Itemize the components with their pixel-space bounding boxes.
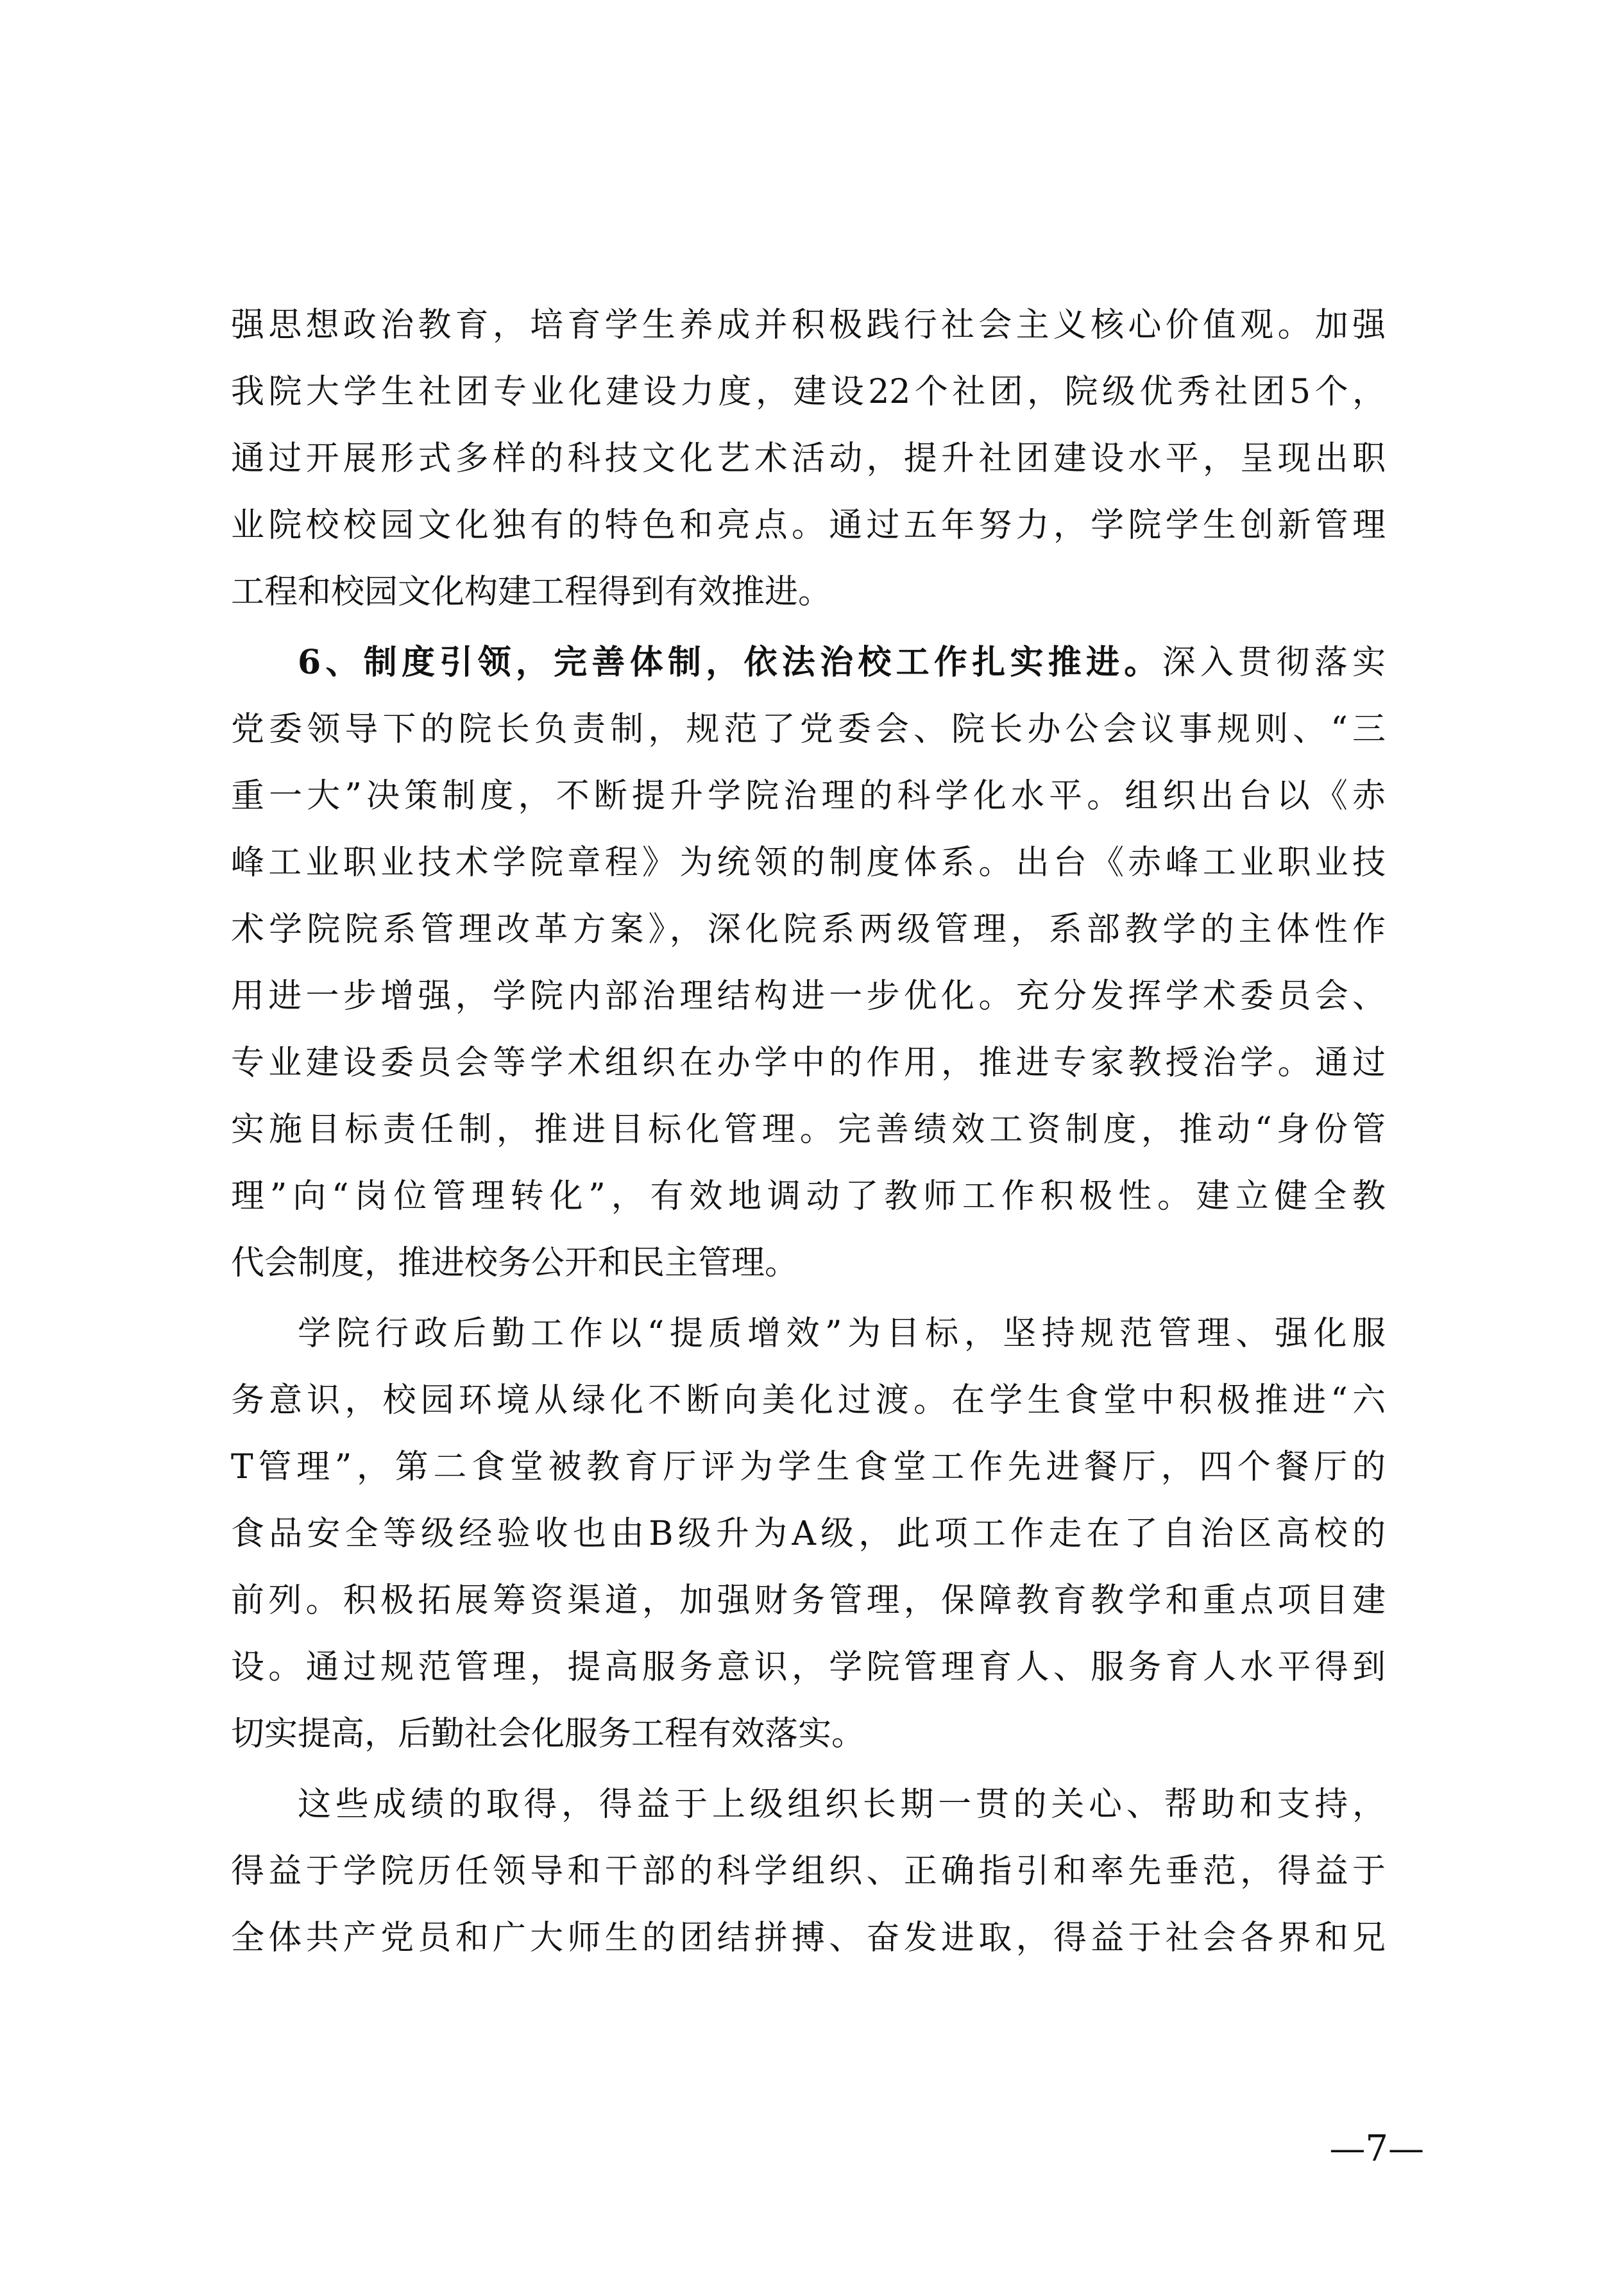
section-heading: 6、制度引领，完善体制，依法治校工作扎实推进。: [298, 643, 1162, 682]
text-line: 专业建设委员会等学术组织在办学中的作用，推进专家教授治学。通过: [231, 1044, 1386, 1082]
text-line: 实施目标责任制，推进目标化管理。完善绩效工资制度，推动“身份管: [231, 1110, 1386, 1149]
paragraph: [231, 292, 1386, 625]
text-line: [231, 629, 1386, 696]
text-line: 食品安全等级经验收也由B级升为A级，此项工作走在了自治区高校的: [231, 1515, 1386, 1553]
text-line: 通过开展形式多样的科技文化艺术活动，提升社团建设水平，呈现出职: [231, 439, 1386, 478]
text-line: 重一大”决策制度，不断提升学院治理的科学化水平。组织出台以《赤: [231, 777, 1386, 815]
paragraph: [231, 1771, 1386, 1971]
text-line: 用进一步增强，学院内部治理结构进一步优化。充分发挥学术委员会、: [231, 977, 1386, 1016]
text-line: 我院大学生社团专业化建设力度，建设22个社团，院级优秀社团5个，: [231, 373, 1386, 411]
paragraph: [231, 1300, 1386, 1767]
text-line: 设。通过规范管理，提高服务意识，学院管理育人、服务育人水平得到: [231, 1648, 1386, 1687]
heading-line-rest: 深入贯彻落实: [1162, 643, 1386, 682]
document-body: [231, 292, 1386, 1971]
text-line: 业院校校园文化独有的特色和亮点。通过五年努力，学院学生创新管理: [231, 506, 1386, 545]
text-line: 强思想政治教育，培育学生养成并积极践行社会主义核心价值观。加强: [231, 306, 1386, 344]
text-line: 峰工业职业技术学院章程》为统领的制度体系。出台《赤峰工业职业技: [231, 844, 1386, 882]
text-line: 切实提高，后勤社会化服务工程有效落实。: [231, 1715, 865, 1753]
text-line: T管理”，第二食堂被教育厅评为学生食堂工作先进餐厅，四个餐厅的: [231, 1448, 1386, 1486]
text-line: 得益于学院历任领导和干部的科学组织、正确指引和率先垂范，得益于: [231, 1852, 1386, 1891]
text-line: 前列。积极拓展筹资渠道，加强财务管理，保障教育教学和重点项目建: [231, 1581, 1386, 1620]
text-line: 务意识，校园环境从绿化不断向美化过渡。在学生食堂中积极推进“六: [231, 1381, 1386, 1420]
text-line: 理”向“岗位管理转化”，有效地调动了教师工作积极性。建立健全教: [231, 1177, 1386, 1216]
paragraph: [231, 629, 1386, 1297]
text-line: 党委领导下的院长负责制，规范了党委会、院长办公会议事规则、“三: [231, 710, 1386, 749]
text-line: 学院行政后勤工作以“提质增效”为目标，坚持规范管理、强化服: [298, 1314, 1386, 1353]
text-line: 这些成绩的取得，得益于上级组织长期一贯的关心、帮助和支持，: [298, 1785, 1386, 1824]
text-line: 全体共产党员和广大师生的团结拼搏、奋发进取，得益于社会各界和兄: [231, 1919, 1386, 1957]
page-number: —7—: [1329, 2128, 1424, 2170]
text-line: 代会制度，推进校务公开和民主管理。: [231, 1244, 799, 1282]
text-line: 术学院院系管理改革方案》，深化院系两级管理，系部教学的主体性作: [231, 910, 1386, 949]
text-line: 工程和校园文化构建工程得到有效推进。: [231, 573, 832, 611]
